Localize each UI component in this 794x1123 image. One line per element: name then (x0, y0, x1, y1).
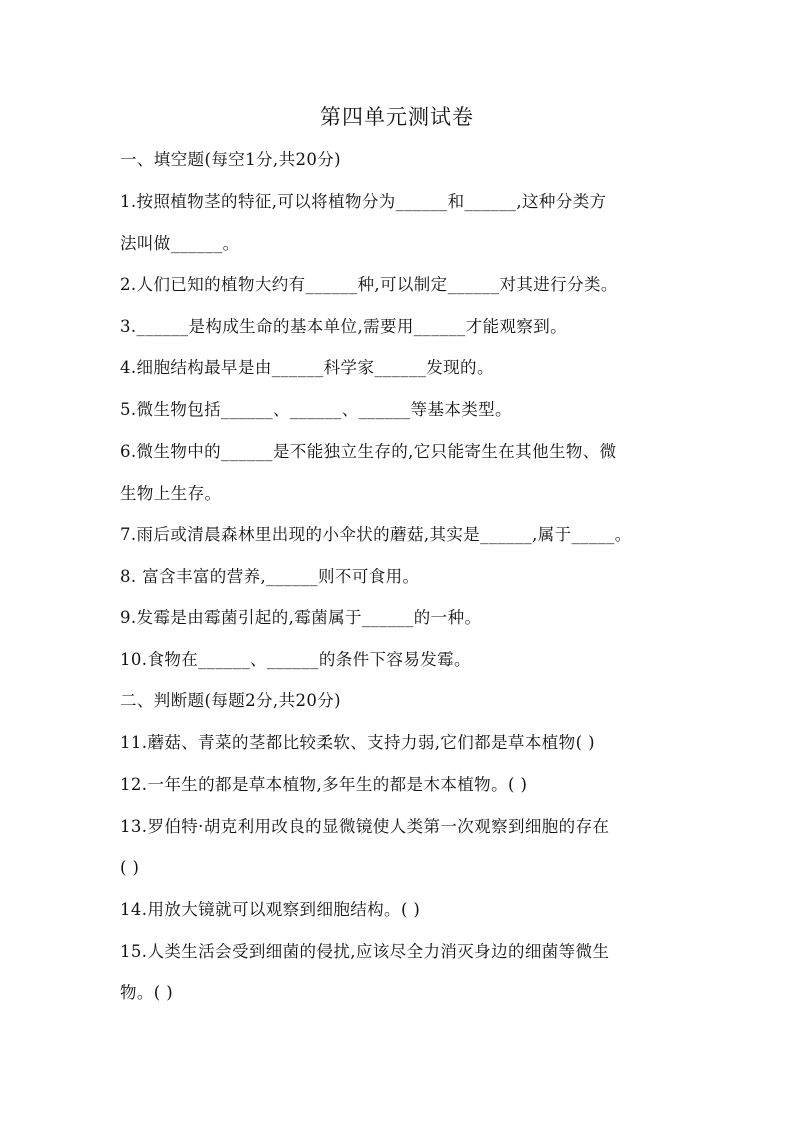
question-line: 3.______是构成生命的基本单位,需要用______才能观察到。 (120, 317, 568, 336)
question-line: 生物上生存。 (120, 484, 222, 503)
section-heading-fill-in: 一、填空题(每空1分,共20分) (120, 150, 342, 169)
question-line: 15.人类生活会受到细菌的侵扰,应该尽全力消灭身边的细菌等微生 (120, 942, 610, 961)
question-line: 9.发霉是由霉菌引起的,霉菌属于______的一种。 (120, 608, 482, 627)
question-line: 12.一年生的都是草本植物,多年生的都是木本植物。( ) (120, 775, 528, 794)
question-line: 11.蘑菇、青菜的茎都比较柔软、支持力弱,它们都是草本植物( ) (120, 733, 595, 752)
question-line: 7.雨后或清晨森林里出现的小伞状的蘑菇,其实是______,属于_____。 (120, 525, 632, 544)
question-line: 13.罗伯特·胡克利用改良的显微镜使人类第一次观察到细胞的存在 (120, 817, 610, 836)
section-heading-true-false: 二、判断题(每题2分,共20分) (120, 691, 342, 710)
question-line: 物。( ) (120, 983, 174, 1002)
question-line: 法叫做______。 (120, 234, 240, 253)
question-line: ( ) (120, 858, 140, 877)
question-line: 2.人们已知的植物大约有______种,可以制定______对其进行分类。 (120, 275, 618, 294)
question-line: 1.按照植物茎的特征,可以将植物分为______和______,这种分类方 (120, 192, 607, 211)
question-line: 4.细胞结构最早是由______科学家______发现的。 (120, 358, 494, 377)
question-line: 5.微生物包括______、______、______等基本类型。 (120, 400, 512, 419)
question-line: 10.食物在______、______的条件下容易发霉。 (120, 650, 471, 669)
question-line: 8. 富含丰富的营养,______则不可食用。 (120, 567, 420, 586)
question-line: 14.用放大镜就可以观察到细胞结构。( ) (120, 900, 421, 919)
question-line: 6.微生物中的______是不能独立生存的,它只能寄生在其他生物、微 (120, 442, 617, 461)
page-title: 第四单元测试卷 (320, 105, 474, 129)
